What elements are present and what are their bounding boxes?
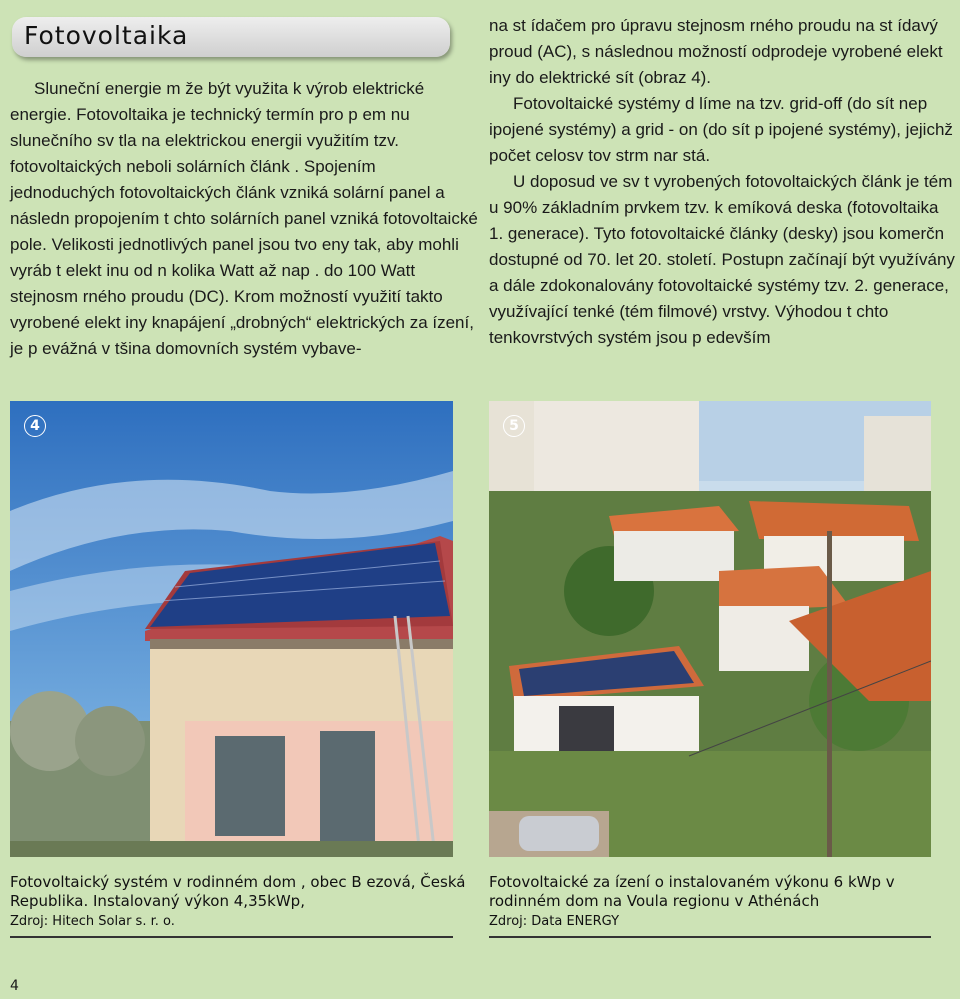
left-text-column [10, 76, 480, 362]
page-number: 4 [10, 978, 19, 994]
caption-divider-right [489, 936, 931, 938]
photo-house-solar-roof [10, 401, 453, 857]
caption-source-4: Zdroj: Hitech Solar s. r. o. [10, 914, 175, 929]
right-paragraph-2: Fotovoltaické systémy d líme na tzv. grid-off (do sít nep ipojené systémy) a grid - on (do sít p ipojené systémy), jejichž počet celosv tov strm nar stá. [489, 94, 953, 165]
caption-divider-left [10, 936, 453, 938]
caption-text-4: Fotovoltaický systém v rodinném dom , obec B ezová, Česká Republika. Instalovaný výkon 4,35kWp, [10, 873, 466, 910]
right-text-column [489, 13, 955, 351]
right-paragraph-3: U doposud ve sv t vyrobených fotovoltaických článk je tém u 90% základním prvkem tzv. k emíková deska (fotovoltaika 1. generace). Tyto fotovoltaické články (desky) jsou komerčn dostupné od 70. let 20. století. Postupn začínají být využívány a dále zdokonalovány fotovoltaické systémy tzv. 2. generace, využívající tenké (tém filmové) vrstvy. Výhodou t chto tenkovrstvých systém jsou p edevším [489, 172, 955, 347]
caption-text-5: Fotovoltaické za ízení o instalovaném výkonu 6 kWp v rodinném dom na Voula regionu v Athénách [489, 873, 895, 910]
figure-badge-4: 4 [24, 415, 46, 437]
left-paragraph: Sluneční energie m že být využita k výrob elektrické energie. Fotovoltaika je technický termín pro p em nu slunečního sv tla na elektrickou energii využitím tzv. fotovoltaických neboli solárních článk . Spojením jednoduchých fotovoltaických článk vzniká solární panel a následn propojením t chto solárních panel vzniká fotovoltaické pole. Velikosti jednotlivých panel jsou tvo eny tak, aby mohli vyráb t elekt inu od n kolika Watt až nap . do 100 Watt stejnosm rného proudu (DC). Krom možností využití takto vyrobené elekt iny knapájení „drobných“ elektrických za ízení, je p evážná v tšina domovních systém vybave- [10, 79, 478, 358]
figure-badge-5: 5 [503, 415, 525, 437]
house-illustration [10, 401, 453, 857]
page-title: Fotovoltaika [24, 21, 189, 50]
figure-caption-5 [489, 873, 939, 931]
right-paragraph-1: na st ídačem pro úpravu stejnosm rného proudu na st ídavý proud (AC), s následnou možností odprodeje vyrobené elekt iny do elektrické sít (obraz 4). [489, 16, 943, 87]
figure-caption-4 [10, 873, 470, 931]
neighbourhood-illustration [489, 401, 931, 857]
title-bar [12, 17, 450, 57]
photo-neighbourhood-solar [489, 401, 931, 857]
caption-source-5: Zdroj: Data ENERGY [489, 914, 620, 929]
